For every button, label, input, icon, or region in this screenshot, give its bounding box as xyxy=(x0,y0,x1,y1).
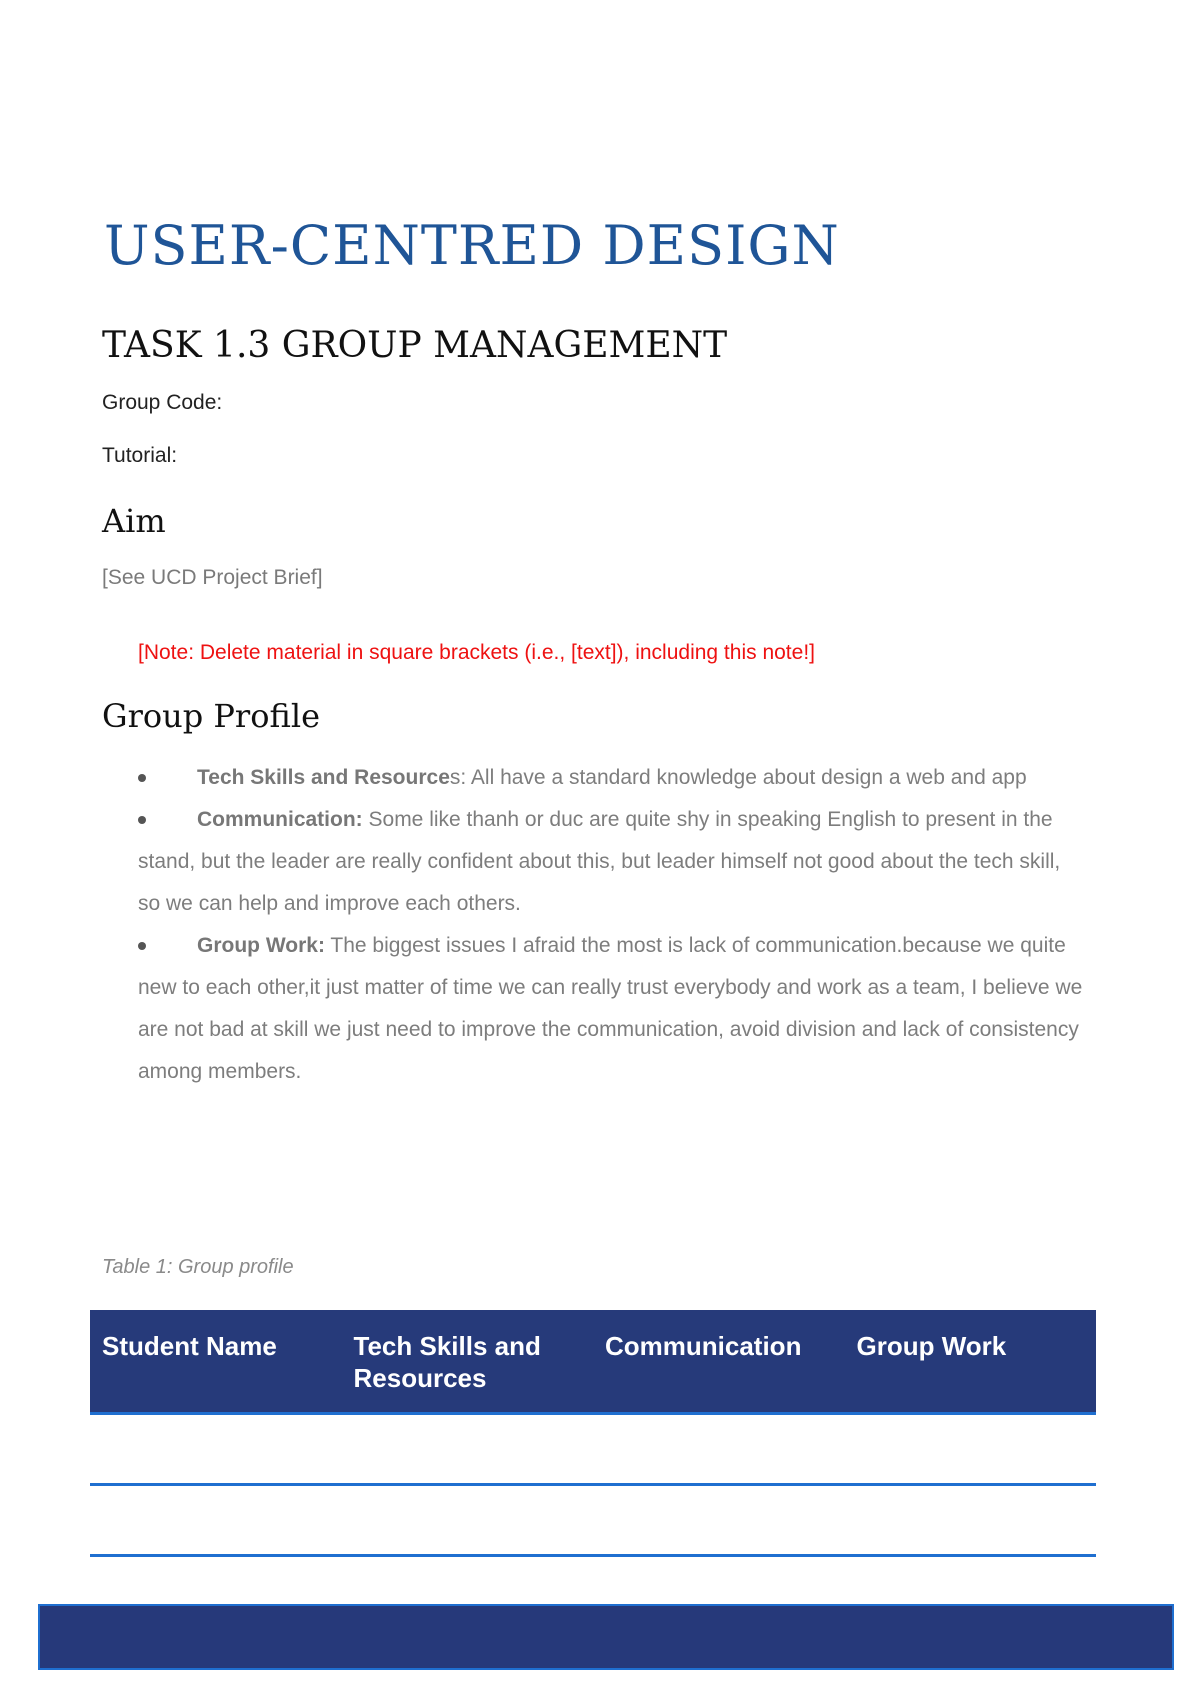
group-code-label: Group Code: xyxy=(102,391,223,414)
list-item xyxy=(138,757,1088,799)
document-title: USER-CENTRED DESIGN xyxy=(104,214,840,277)
group-profile-list xyxy=(138,757,1088,1093)
table-cell[interactable] xyxy=(90,1414,342,1485)
item-text: All have a standard knowledge about design a web and app xyxy=(466,766,1027,789)
item-term-tail: s: xyxy=(449,766,467,789)
tutorial-label: Tutorial: xyxy=(102,444,178,467)
group-profile-table xyxy=(90,1310,1096,1557)
bullet-icon xyxy=(138,774,146,782)
table-cell[interactable] xyxy=(593,1485,845,1556)
group-profile-heading: Group Profile xyxy=(102,697,320,735)
aim-text: [See UCD Project Brief] xyxy=(102,566,323,589)
aim-heading: Aim xyxy=(102,502,166,540)
task-title: TASK 1.3 GROUP MANAGEMENT xyxy=(102,325,728,366)
table-caption: Table 1: Group profile xyxy=(102,1256,294,1278)
bullet-icon xyxy=(138,816,146,824)
item-term: Communication: xyxy=(197,808,363,831)
table-cell[interactable] xyxy=(845,1485,1097,1556)
table-header-row xyxy=(90,1310,1096,1414)
bullet-icon xyxy=(138,942,146,950)
table-cell[interactable] xyxy=(342,1414,594,1485)
list-item xyxy=(138,799,1088,925)
col-communication: Communication xyxy=(593,1310,845,1414)
table-cell[interactable] xyxy=(593,1414,845,1485)
item-text: Some like thanh or duc are quite shy in speaking English to present in the stand, but the leader are really confident about this, but leader himself not good about the tech skill, so we can help and improve each others. xyxy=(138,808,1061,915)
col-student-name: Student Name xyxy=(90,1310,342,1414)
col-tech-skills: Tech Skills and Resources xyxy=(342,1310,594,1414)
table-cell[interactable] xyxy=(845,1414,1097,1485)
item-text: The biggest issues I afraid the most is lack of communication.because we quite new to each other,it just matter of time we can really trust everybody and work as a team, I believe we are not bad at skill we just need to improve the communication, avoid division and lack of consistency among members. xyxy=(138,934,1083,1083)
item-term: Group Work: xyxy=(197,934,325,957)
list-item xyxy=(138,925,1088,1093)
table-row xyxy=(90,1485,1096,1556)
delete-note: [Note: Delete material in square brackets (i.e., [text]), including this note!] xyxy=(138,641,815,664)
col-group-work: Group Work xyxy=(845,1310,1097,1414)
table-cell[interactable] xyxy=(90,1485,342,1556)
table-cell[interactable] xyxy=(342,1485,594,1556)
table-row xyxy=(90,1414,1096,1485)
footer-band xyxy=(38,1604,1174,1670)
item-term: Tech Skills and Resource xyxy=(197,766,450,789)
